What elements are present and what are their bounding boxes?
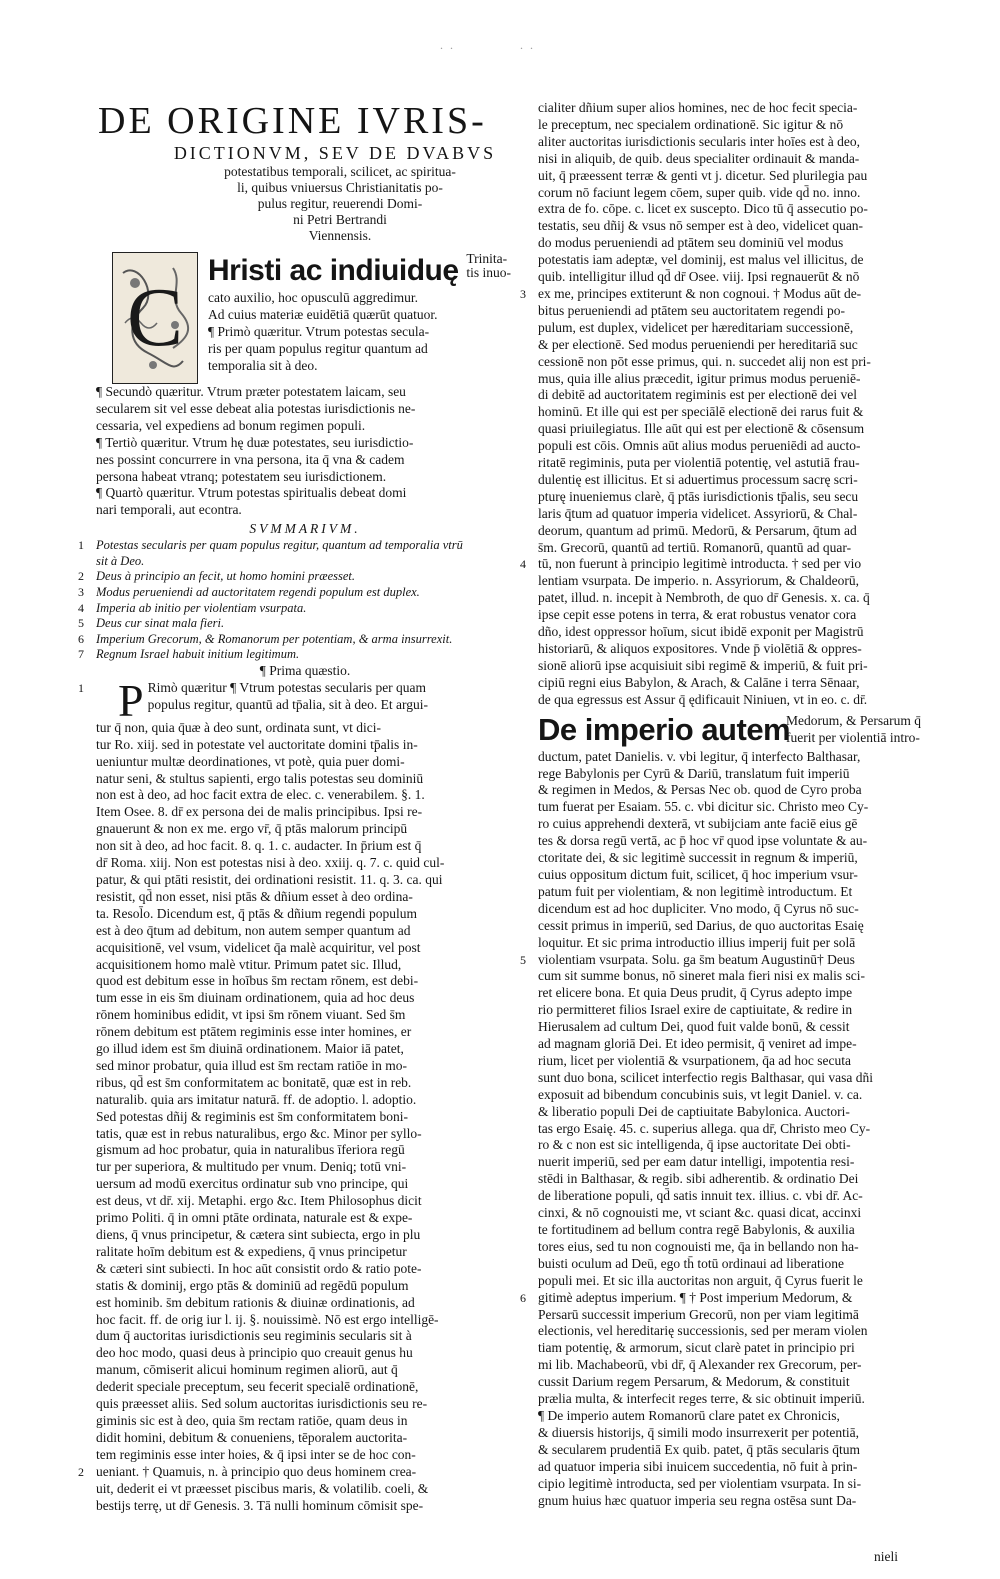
body-line: est hominib. s̄m debitum rationis & diuinæ ordinationis, ad [96,1294,415,1310]
body-line: ro & c non est sic intelligenda, q̄ ipse auctoritate Dei obti- [538,1137,851,1153]
body-line: ret elicere bona. Et quia Deus prudit, q̄ Cyrus adepto impe [538,985,853,1001]
body-line: tem regiminis esse inter hoies, & q̄ ipsi inter se de hoc con- [96,1446,416,1462]
body-line: acquisitionē, vel vsum, videlicet q̄a malè acquiritur, vel post [96,939,421,955]
body-line: uersum ad modū exercitus ordinatur sub vno principe, qui [96,1176,409,1192]
body-line: patet, illud. n. incepit à Nembroth, de quo dr̄ Genesis. x. ca. q̄ [538,590,870,606]
right-paragraph-3 [520,285,936,557]
body-line: laris q̄tum ad quatuor imperia videlicet. Assyriorū, & Chal- [538,505,858,521]
body-line: ductum, patet Danielis. v. vbi legitur, q̄ interfecto Balthasar, [538,748,861,764]
body-line: cum sit summe bonus, nō sineret mala fieri nisi ex malis sci- [538,968,865,984]
margin-number: 7 [78,647,84,662]
body-line: uit, dederit ei vt præesset piscibus maris, & volatilib. coeli, & [96,1480,429,1496]
right-text-f [538,1290,936,1510]
body-line: cipio legitimè introducta, sed per violentiam vsurpata. In si- [538,1475,862,1491]
decorated-initial [112,252,198,384]
body-line: deo hoc modo, quasi deus à principio quo creauit genus hu [96,1345,413,1361]
body-line: quib. intelligitur illud qd̄ dr̄ Osee. viij. Ipsi regnauerūt & nō [538,269,860,285]
body-line: ta. Resol̄o. Dicendum est, q̄ ptās & dñium regendi populum [96,905,417,921]
body-line: dño, idest oppressor hoīum, sicut ibidē exponit per Magistrū [538,624,864,640]
right-paragraph-6 [520,1289,936,1510]
body-line: nuerit imperiū, sed per eam datur intelligi, impotentia resi- [538,1154,855,1170]
body-line: tes & dorsa regū vertā, ac p̄ hoc vr̄ quod ipse voluntate & au- [538,833,868,849]
margin-number: 5 [520,952,526,967]
incipit-side [466,252,511,280]
decorated-initial-c-icon [113,253,197,383]
body-line: testatis, seu dñij & vsus nō semper est à deo, videlicet quan- [538,218,864,234]
subtitle-line: potestatibus temporali, scilicet, ac spiritua- [224,164,456,179]
body-line: de qua egressus est Assur q̄ ędificauit Niniuen, vt in eo. c. dr̄. [538,691,868,707]
question-line: secularem sit vel esse debeat alia potestas iurisdictionis ne- [96,400,416,416]
body-line: rege Babylonis per Cyrū & Dariū, translatum fuit imperiū [538,765,850,781]
margin-number: 6 [78,631,84,646]
body-line: Rimò quæritur ¶ Vtrum potestas secularis per quam [147,679,427,695]
prima-quaestio-body [96,720,514,1464]
incipit-big-text: Hristi ac indiuiduę [208,254,459,287]
body-line: tum esse in eis s̄m diuinam ordinationem, quia ad hoc deus [96,990,415,1006]
body-line: exposuit ad bibendum concubinis suis, vt legit Daniel. v. ca. [538,1086,863,1102]
margin-number: 4 [520,557,526,572]
body-line: cipiū regni eius Babylon, & Arach, & Calāne i terra Sēnaar, [538,674,860,690]
body-line: gnauerunt & non ex me. ergo vr̄, q̄ ptās malorum principū [96,821,408,837]
body-line: & regimen in Medos, & Persas Nec ob. quod de Cyro proba [538,782,862,798]
incipit-side-1: Trinita- [466,251,508,266]
incipit-line: Ad cuius materiæ euidētiā quærūt quatuor. [208,306,438,322]
body-line: ritatē regiminis, puta per violentiā potentię, vel astutiā frau- [538,455,860,471]
summarium-item [78,647,514,663]
subtitle-line: li, quibus vniuersus Christianitatis po- [237,180,443,195]
body-line: ueniant. † Quamuis, n. à principio quo deus hominem crea- [96,1463,417,1479]
summarium-item [78,631,514,648]
body-line: tum fuerat per Esaiam. 55. c. vbi dicitur sic. Christo meo Cy- [538,799,869,815]
body-line: extra de fo. cōpe. c. licet ex suscepto. Dico tū q̄ assecutio po- [538,201,868,217]
summarium-text: sit à Deo. [96,553,145,568]
body-line: tur per superiora, & multitudo per vnum. Deniq; totū vni- [96,1159,407,1175]
body-line: est à deo q̄tum ad debitum, non autem semper quantum ad [96,922,411,938]
body-line: non est à deo, ad hoc facit extra de elec. c. venerabilem. §. 1. [96,787,425,803]
margin-number: 2 [78,1464,84,1479]
body-line: ad quatuor imperia sibi inuicem succedentia, nō fuit à prin- [538,1458,858,1474]
de-imperio-heading-row [538,711,936,749]
body-line: acquisitionem homo malè vtitur. Primum patet sic. Illud, [96,956,402,972]
body-line: tur Ro. xiij. sed in potestate vel auctoritate domini tp̄alis in- [96,736,418,752]
paragraph-2 [78,1463,514,1515]
initial-letter: C [126,271,184,364]
subtitle-line: ni Petri Bertrandi [293,212,387,227]
body-line: mus, quia ille alius præcedit, igitur primus modus perueniē- [538,370,861,386]
body-line: ueniuntur multæ deordinationes, vt potè, quia puer domi- [96,753,405,769]
summarium-text: Deus cur sinat mala fieri. [96,616,225,631]
incipit-line: cato auxilio, hoc opusculū aggredimur. [208,290,418,305]
body-line: ro cuius apprehendi dexterā, vt subijciam ante faciē eius gē [538,816,858,832]
body-line: bestijs terrę, ut dr̄ Genesis. 3. Tā nulli hominum cōmisit spe- [96,1497,424,1513]
body-line: populi est cōis. Omnis aūt alius modus perueniēdi ad aucto- [538,438,861,454]
body-line: dr̄ Roma. xiij. Non est potestas nisi à deo. xxiij. q. 7. c. quid cul- [96,855,445,871]
body-line: ipse cepit esse potens in terra, & erat robustus venator cora [538,607,857,623]
body-line: gnum huius hæc quatuor imperia seu regna ostēsa sunt Da- [538,1492,857,1508]
body-line: te fortitudinem ad bellum contra regē Babylonis, & auxilia [538,1222,855,1237]
body-line: sunt duo bona, scilicet interfectio regis Balthasar, qui vasa dñi [538,1069,873,1085]
body-line: manum, cōmiserit alicui hominum regimen aliorū, aut q̄ [96,1362,398,1378]
body-line: electionis, vel hereditarię successionis, sed per meram violen [538,1323,868,1339]
body-line: dum q̄ auctoritas iurisdictionis seu regiminis secularis sit à [96,1328,412,1344]
body-line: sionē aliorū ipse acquisiuit sibi regimē & imperiū, & fuit pri- [538,657,868,673]
margin-number: 6 [520,1290,526,1305]
large-initial-p: P [118,674,144,726]
summarium-item [78,584,514,601]
body-line: cussit Darium regem Persarum, & Medorum, & constituit [538,1374,850,1390]
summarium-item [78,569,514,585]
body-line: quis præesset aliis. Sed solum auctoritas iurisdictionis seu re- [96,1396,428,1412]
heading-side-line: fuerit per violentiā intro- [786,729,920,745]
question-line: ¶ Quartò quæritur. Vtrum potestas spiritualis debeat domi [96,485,407,501]
title-subtitle [96,164,514,244]
margin-number: 3 [520,286,526,301]
question-line: ¶ Secundò quæritur. Vtrum præter potestatem laicam, seu [96,384,406,399]
heading-side-line: Medorum, & Persarum q̄ [786,712,921,728]
incipit-big-line [208,252,514,290]
body-line: Item Osee. 8. dr̄ ex persona dei de malis principibus. Ipsi re- [96,804,423,820]
incipit-line: ris per quam populus regitur quantum ad [208,340,428,356]
body-line: quasi priuilegiatus. Ille aūt qui est per electionē & cōsensum [538,421,865,437]
body-line: pturę inueniemus clarè, q̄ ptās iurisdictionis tp̄alis, seu secu [538,488,859,504]
question-line: nari temporali, aut econtra. [96,502,242,518]
incipit-block [96,252,514,384]
body-line: rium, licet per violentiā & vsurpationem, q̄a ad hoc secuta [538,1052,852,1068]
body-line: Persarū successit imperium Grecorū, non per viam legitimā [538,1306,859,1322]
body-line: rio permitteret filios Israel exire de captiuitate, & redire in [538,1002,853,1018]
summarium-item [78,616,514,632]
body-line: naturalib. quia ars imitatur naturā. ff. de adoptio. l. adoptio. [96,1091,417,1107]
summarium-item [78,600,514,617]
body-line: Sed potestas dñij & regiminis est s̄m conformitatem boni- [96,1108,408,1124]
body-line: ¶ De imperio autem Romanorū clare patet ex Chronicis, [538,1407,840,1423]
body-line: uit, q̄ præessent terræ & genti vt j. dicetur. Sed plurilegia pau [538,167,868,183]
summarium-list [78,538,514,663]
summarium-heading: SVMMARIVM. [249,521,361,537]
body-line: ribus, qd̄ est s̄m conformitatem ac bonitatē, quæ est in reb. [96,1074,412,1090]
body-line: aliter auctoritas iurisdictionis secularis inter hoīes est à deo, [538,133,861,149]
subtitle-line: pulus regitur, reuerendi Domi- [257,196,423,211]
body-line: mi lib. Machabeorū, vbi dr̄, q̄ Alexander rex Grecorum, per- [538,1357,862,1373]
body-line: tas ergo Esaię. 45. c. superius allega. qua dr̄, Christo meo Cy- [538,1120,871,1136]
body-line: bitus perueniendi ad ptātem seu auctoritatem regendi po- [538,302,846,318]
prima-quaestio-opening [78,674,514,726]
body-line: & diuersis historijs, q̄ simili modo insurrexerit per potentiā, [538,1424,859,1440]
body-line: ralitate hoīm debitum est & expediens, q̄ vnus principetur [96,1243,407,1259]
question-line: nes possint concurrere in vna persona, ita q̄ vna & cadem [96,451,405,467]
margin-number: 5 [78,616,84,631]
body-line: natur seni, & stultus sapienti, ergo talis potestas seu dominiū [96,770,424,786]
body-line: tū, non fuerunt à principio legitimè introducta. † sed per vio [538,556,862,572]
right-paragraph-4 [520,556,936,708]
body-line: patum fuit per violentiam, & non legitimè introductum. Et [538,883,853,899]
right-text-a [538,100,936,286]
body-line: dulentię est illicitus. Et si aduertimus processum sacrę scri- [538,471,858,487]
body-line: & liberatio populi Dei de captiuitate Babylonica. Auctori- [538,1103,850,1119]
body-line: lentiam vsurpata. De imperio. n. Assyriorum, & Chaldeorū, [538,573,859,589]
title-line-1: DE ORIGINE IVRIS- [98,100,487,142]
right-paragraph-5 [520,951,936,1290]
body-line: non sit à deo, ad hoc facit. 8. q. 1. c. audacter. In p̄rium est q̄ [96,838,422,854]
incipit-text [208,252,514,375]
scan-mark-left: . . [440,38,455,52]
body-line: didit homini, debitum & conueniens, tēporalem auctorita- [96,1429,408,1445]
body-line: tatis, quæ est in rebus naturalibus, ergo &c. Minor per syllo- [96,1125,422,1141]
body-line: est deus, vt dr̄. xij. Metaphi. ergo &c. Item Philosophus dicit [96,1193,422,1209]
summarium-text: Imperia ab initio per violentiam vsurpata. [96,600,307,615]
body-line: gitimè adeptus imperium. ¶ † Post imperium Medorum, & [538,1289,853,1305]
body-line: giminis sic est à deo, quia s̄m rectam ratiōe, quam deus in [96,1412,408,1428]
body-line: prælia multa, & interfecit reges terre, & sic obtinuit imperiū. [538,1391,865,1407]
body-line: cessit primus in imperiū, sed Darius, de quo auctoritas Esaię [538,917,864,933]
prima-quaestio-heading: ¶ Prima quæstio. [259,662,351,678]
body-line: go illud idem est s̄m diuinā ordinationem. Maior iā patet, [96,1041,404,1057]
scan-mark-right: . . [520,38,535,52]
body-line: nisi in aliquib, de quib. deus specialiter ordinauit & manda- [538,150,860,166]
summarium-item [78,538,514,569]
body-line: historiarū, & aliquos expositores. Vnde p̄ violētiā & oppres- [538,641,862,656]
body-line: gismum ad hoc probatur, quia in naturalibus īferiora regū [96,1142,405,1158]
catchword: nieli [874,1549,898,1564]
body-line: Hierusalem ad cultum Dei, quod fuit valde bonū, & cessit [538,1019,850,1035]
summarium-text: Regnum Israel habuit initium legitimum. [96,647,300,662]
paragraph-2-lines [96,1464,514,1515]
summarium-text: Deus à principio an fecit, ut homo homini præesset. [96,569,356,584]
body-line: violentiam vsurpata. Solu. ga s̄m beatum Augustinū† Deus [538,951,855,967]
body-line: patur, & qui ptāti resistit, dei ordinationi resistit. 11. q. 3. ca. qui [96,871,443,887]
body-line: cinxi, & nō cognouisti me, vt sciant &c. quasi dicat, accinxi [538,1205,862,1221]
margin-number: 1 [78,680,84,695]
body-line: rōnem hominibus edidit, vt ipsi s̄m rōnem viuant. Sed s̄m [96,1007,406,1023]
right-text-b [538,286,936,557]
summarium-text: Modus perueniendi ad auctoritatem regendi populum est duplex. [96,584,420,599]
right-text-d [538,749,936,952]
question-line: ¶ Tertiò quæritur. Vtrum hę duæ potestates, seu iurisdictio- [96,434,414,450]
title-line-2: DICTIONVM, SEV DE DVABVS [173,143,497,163]
incipit-side-2: tis inuo- [466,265,512,280]
subtitle-line: Viennensis. [308,228,372,243]
body-line: & cæteri sint subiecti. In hoc aūt consistit ordo & ratio pote- [96,1260,422,1276]
body-line: statis & dominij, ergo ptās & dominiū ad regēdū populum [96,1277,409,1293]
left-column [78,100,514,1514]
body-line: sed minor probatur, quia illud est s̄m rectam ratiōe in mo- [96,1057,408,1073]
body-line: corum nō faciunt legem cōem, super quib. vide qd̄ no. inno. [538,184,861,200]
right-text-e [538,952,936,1290]
margin-number: 2 [78,569,84,584]
body-line: potestatis iam adeptæ, vel dominij, est malus vel illicitus, de [538,252,864,268]
right-column [520,100,936,1509]
body-line: rōnem debitum est ptātem regiminis esse inter homines, er [96,1024,412,1040]
body-line: ex me, principes extiterunt & non cognoui. † Modus aūt de- [538,285,862,301]
de-imperio-side [786,713,936,747]
body-line: cuius oppositum dictum fuit, scilicet, q̄ hoc imperium vsur- [538,866,858,882]
margin-number: 3 [78,584,84,599]
body-line: dederit speciale preceptum, seu fecerit specialē ordinationē, [96,1379,419,1395]
body-line: tur q̄ non, quia q̄uæ à deo sunt, ordinata sunt, vt dici- [96,719,381,735]
de-imperio-heading: De imperio autem [538,711,791,747]
body-line: do modus perueniendi ad ptātem seu dominiū vel modus [538,235,844,251]
body-line: loquitur. Et sic prima introductio illius imperij fuit per solā [538,934,856,950]
body-line: buisti oculum ad Deū, ego th̄ totū ordinaui ad liberatione [538,1255,844,1271]
body-line: de liberatione populi, qd̄ satis innuit tex. illius. c. vbi dr̄. Ac- [538,1188,863,1204]
body-line: dicendum est ad hoc dupliciter. Vno modo, q̄ Cyrus nō suc- [538,900,859,916]
body-line: hoc facit. ff. de orig iur l. ij. §. nouissimè. Nō est ergo intelligē- [96,1311,439,1327]
body-line: ad magnam gloriā Dei. Et ideo permisit, q̄ veniret ad impe- [538,1036,857,1052]
body-line: resistit, qd̄ non esset, nisi ptās & dñium esset à deo ordina- [96,888,413,904]
body-line: cessionē non pōt esse primus, qui. n. succedet alij non est pri- [538,353,871,369]
body-line: quod est debitum esse in hoībus s̄m rectam rōnem, est debi- [96,973,419,989]
body-line: le preceptum, nec specialem ordinationē. Sic igitur & nō [538,116,844,132]
body-line: stēdi in Balthasar, & regib. sibi adherentib. & ordinatio Dei [538,1171,859,1187]
body-line: populi mei. Et sic illa auctoritas non arguit, q̄ Cyrus fuerit le [538,1272,863,1288]
body-line: diens, q̄ vnus principetur, & cætera sint subiecta, ergo in plu [96,1227,421,1242]
summarium-text: Potestas secularis per quam populus regitur, quantum ad temporalia vtrū [96,538,463,553]
incipit-line: ¶ Primò quæritur. Vtrum potestas secula- [208,323,430,339]
margin-number: 4 [78,600,84,615]
body-line: primo Politi. q̄ in omni ptāte ordinata, naturale est & expe- [96,1210,413,1226]
body-line: di debitē ad auctoritatem regiminis est per electionē dei vel [538,387,858,403]
margin-number: 1 [78,538,84,553]
summarium-text: Imperium Grecorum, & Romanorum per potentiam, & arma insurrexit. [96,631,453,646]
incipit-line: temporalia sit à deo. [208,357,318,373]
body-line: s̄m. Grecorū, quantū ad tertiū. Romanorū, quantū ad quar- [538,539,852,555]
question-line: cessaria, vel expediens ad bonum regimen populi. [96,417,366,433]
body-line: hominū. Et ille qui est per speciālē electionē dei rarus fuit & [538,404,864,420]
body-line: & per electionē. Sed modus perueniendi per hereditariā suc [538,336,858,352]
body-line: ctoritate dei, & sic legitimè successit in regnum & imperiū, [538,850,858,866]
body-line: & secularem prudentiā Ex quib. patet, q̄ ptās secularis q̄tum [538,1441,861,1457]
right-text-c [538,556,936,708]
body-line: tores eius, sed tu non cognouisti me, q̄a in bellando non ha- [538,1238,859,1254]
body-line: cialiter dñium super alios homines, nec de hoc fecit specia- [538,100,858,115]
body-line: pulum, est duplex, videlicet per hæreditariam successionē, [538,319,854,335]
body-line: deorum, quantum ad primū. Medorū, & Persarum, q̄tum ad [538,522,857,538]
questions-block [96,384,514,519]
question-line: persona habeat vtranq; potestatem seu iurisdictionem. [96,468,387,484]
body-line: tiam potentię, & armorum, sicut clarè patet in principio pri [538,1340,855,1356]
body-line: populus regitur, quantū ad tp̄alia, sit à deo. Et argui- [147,696,428,712]
